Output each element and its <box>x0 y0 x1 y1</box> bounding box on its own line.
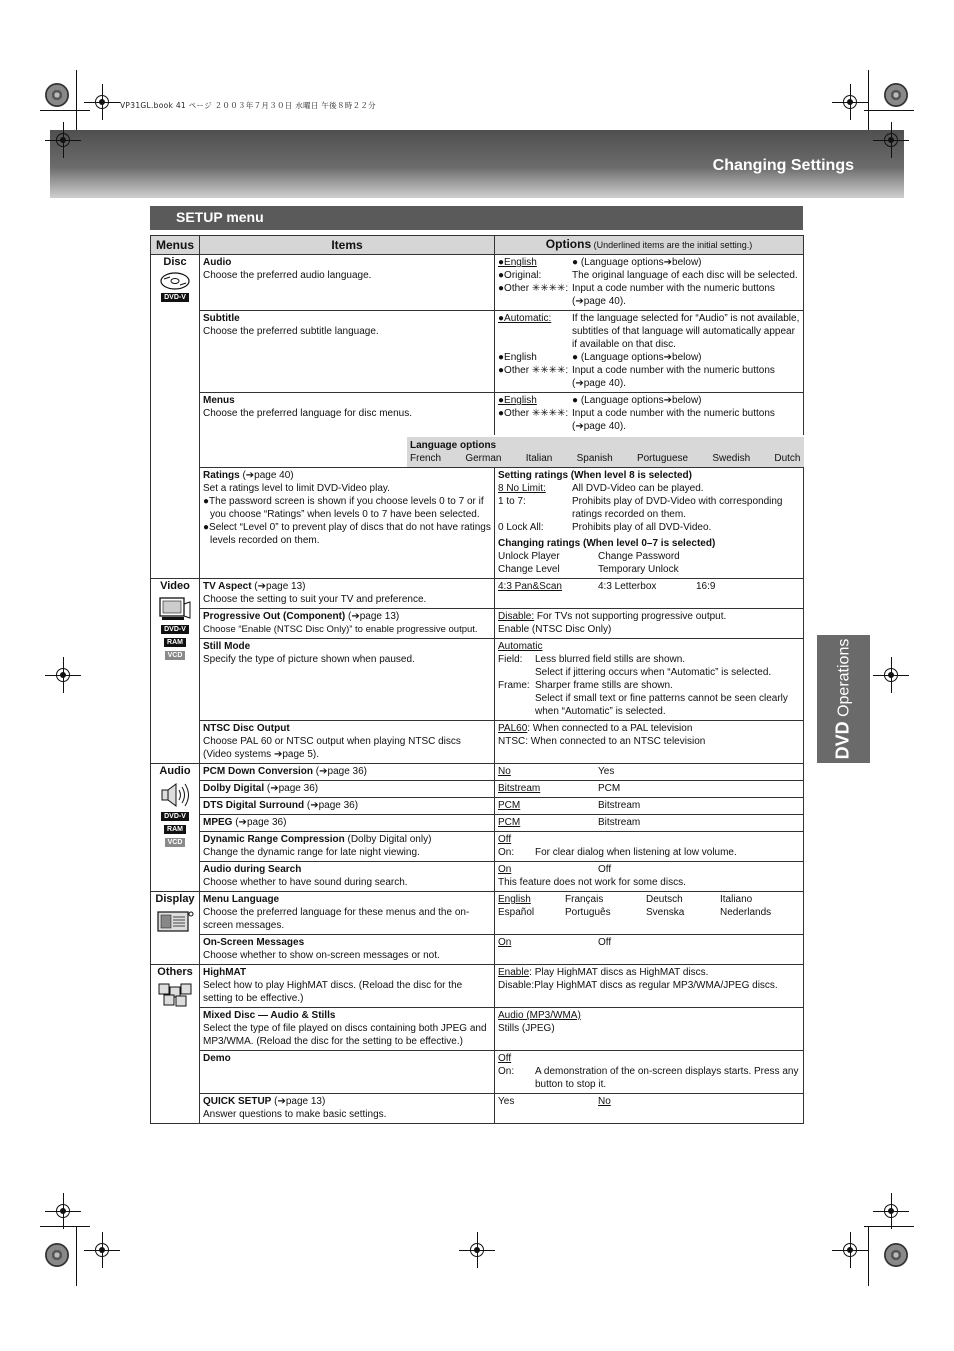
table-row <box>151 764 804 781</box>
options-audio: ●English ● (Language options➔below) ●Original: The original language of each disc will be selected. ●Other ✳✳✳✳: Input a code number with the numeric buttons (➔page 40). <box>495 255 804 311</box>
item-audio: Audio Choose the preferred audio language. <box>200 255 495 311</box>
table-row <box>151 579 804 609</box>
language-options-box: Language options French German Italian Spanish Portuguese Swedish Dutch <box>407 437 804 467</box>
item-still-mode: Still Mode Specify the type of picture shown when paused. <box>200 639 495 721</box>
options-quick-setup: Yes No <box>495 1094 804 1124</box>
item-demo: Demo <box>200 1051 495 1094</box>
crop-line <box>864 110 914 111</box>
options-drc: Off On: For clear dialog when listening at low volume. <box>495 832 804 862</box>
options-highmat: Enable: Play HighMAT discs as HighMAT discs. Disable:Play HighMAT discs as regular MP3/WMA/JPEG discs. <box>495 965 804 1008</box>
table-row <box>151 935 804 965</box>
registration-mark <box>873 657 909 693</box>
options-demo: Off On: A demonstration of the on-screen displays starts. Press any button to stop it. <box>495 1051 804 1094</box>
registration-mark <box>873 122 909 158</box>
table-row <box>151 311 804 393</box>
options-audio-search: On Off This feature does not work for some discs. <box>495 862 804 892</box>
item-highmat: HighMAT Select how to play HighMAT discs. (Reload the disc for the setting to be effective.) <box>200 965 495 1008</box>
item-dolby: Dolby Digital (➔page 36) <box>200 781 495 798</box>
registration-mark <box>459 1232 495 1268</box>
item-subtitle: Subtitle Choose the preferred subtitle language. <box>200 311 495 393</box>
options-dts: PCM Bitstream <box>495 798 804 815</box>
registration-disk <box>884 83 908 107</box>
badge-dvd-v: DVD-V <box>161 812 189 821</box>
options-menus: ●English ● (Language options➔below) ●Other ✳✳✳✳: Input a code number with the numeric buttons (➔page 40). <box>495 393 804 436</box>
registration-mark <box>45 657 81 693</box>
options-tv-aspect: 4:3 Pan&Scan 4:3 Letterbox 16:9 <box>495 579 804 609</box>
language-options-row <box>200 435 804 468</box>
table-row <box>151 435 804 468</box>
crop-line <box>76 1226 77 1286</box>
options-still-mode: Automatic Field: Less blurred field stills are shown. Select if jittering occurs when “Automatic” is selected. Frame: Sharper frame stills are shown. Select if small text or fine patterns cannot be seen clearly when “Automatic” is selected. <box>495 639 804 721</box>
badge-vcd: VCD <box>165 651 186 660</box>
table-row <box>151 1051 804 1094</box>
item-tv-aspect: TV Aspect (➔page 13) Choose the setting to suit your TV and preference. <box>200 579 495 609</box>
item-drc: Dynamic Range Compression (Dolby Digital only) Change the dynamic range for late night viewing. <box>200 832 495 862</box>
header-menus: Menus <box>151 236 200 255</box>
options-on-screen-messages: On Off <box>495 935 804 965</box>
item-audio-search: Audio during Search Choose whether to have sound during search. <box>200 862 495 892</box>
badge-dvd-v: DVD-V <box>161 625 189 634</box>
display-icon <box>156 909 194 933</box>
page-title: Changing Settings <box>712 157 854 174</box>
item-ntsc-output: NTSC Disc Output Choose PAL 60 or NTSC output when playing NTSC discs (Video systems ➔page 5). <box>200 721 495 764</box>
item-ratings: Ratings (➔page 40) Set a ratings level to limit DVD-Video play. ●The password screen is shown if you choose levels 0 to 7 or if you choose “Ratings” when levels 0 to 7 have been selected. ●Select “Level 0” to prevent play of discs that do not have ratings levels recorded on them. <box>200 468 495 579</box>
item-menus: Menus Choose the preferred language for disc menus. <box>200 393 495 436</box>
options-progressive: Disable: For TVs not supporting progressive output. Enable (NTSC Disc Only) <box>495 609 804 639</box>
registration-mark <box>832 84 868 120</box>
table-row <box>151 609 804 639</box>
options-subtitle: ●Automatic: If the language selected for “Audio” is not available, subtitles of that language will automatically appear if available on that disc. ●English ● (Language options➔below) ●Other ✳✳✳✳: Input a code number with the numeric buttons (➔page 40). <box>495 311 804 393</box>
item-quick-setup: QUICK SETUP (➔page 13) Answer questions to make basic settings. <box>200 1094 495 1124</box>
tv-icon <box>158 596 192 622</box>
menu-disc <box>151 255 200 579</box>
print-note: VP31GL.book 41 ページ ２００３年７月３０日 水曜日 午後８時２２分 <box>120 101 376 110</box>
speaker-icon <box>158 781 192 809</box>
options-ratings: Setting ratings (When level 8 is selected) 8 No Limit: All DVD-Video can be played. 1 to 7: Prohibits play of DVD-Video with corresponding ratings recorded on them. 0 Lock All: Prohibits play of all DVD-Video. Changing ratings (When level 0–7 is selected) Unlock Player Change Password Change Level Temporary Unlock <box>495 468 804 579</box>
registration-mark <box>84 1232 120 1268</box>
menu-label: Disc <box>163 256 187 268</box>
item-dts: DTS Digital Surround (➔page 36) <box>200 798 495 815</box>
table-row <box>151 721 804 764</box>
table-row <box>151 892 804 935</box>
item-mixed-disc: Mixed Disc — Audio & Stills Select the type of file played on discs containing both JPEG and MP3/WMA. (Reload the disc for the setting to be effective.) <box>200 1008 495 1051</box>
registration-mark <box>84 84 120 120</box>
table-row <box>151 862 804 892</box>
registration-mark <box>832 1232 868 1268</box>
menu-others: Others <box>151 965 200 1124</box>
registration-disk <box>45 83 69 107</box>
setup-menu-table <box>150 235 804 1124</box>
crop-line <box>864 1226 914 1227</box>
table-row <box>151 468 804 579</box>
registration-mark <box>873 1193 909 1229</box>
options-mpeg: PCM Bitstream <box>495 815 804 832</box>
registration-mark <box>45 1193 81 1229</box>
table-row <box>151 255 804 311</box>
options-ntsc-output: PAL60: When connected to a PAL television NTSC: When connected to an NTSC television <box>495 721 804 764</box>
table-row <box>151 815 804 832</box>
badge-ram: RAM <box>164 825 186 834</box>
badge-ram: RAM <box>164 638 186 647</box>
item-on-screen-messages: On-Screen Messages Choose whether to show on-screen messages or not. <box>200 935 495 965</box>
table-row <box>151 965 804 1008</box>
item-pcm-down: PCM Down Conversion (➔page 36) <box>200 764 495 781</box>
badge-vcd: VCD <box>165 838 186 847</box>
table-row <box>151 832 804 862</box>
badge-dvd-v: DVD-V <box>161 293 189 302</box>
table-header-row <box>151 236 804 255</box>
table-row <box>151 639 804 721</box>
item-mpeg: MPEG (➔page 36) <box>200 815 495 832</box>
registration-disk <box>45 1243 69 1267</box>
options-mixed-disc: Audio (MP3/WMA) Stills (JPEG) <box>495 1008 804 1051</box>
registration-disk <box>884 1243 908 1267</box>
section-title: SETUP menu <box>176 209 264 225</box>
crop-line <box>40 1226 90 1227</box>
header-items: Items <box>200 236 495 255</box>
menu-display: Display <box>151 892 200 965</box>
item-progressive: Progressive Out (Component) (➔page 13) Choose “Enable (NTSC Disc Only)” to enable progressive output. <box>200 609 495 639</box>
menu-audio: Audio DVD-V RAM VCD <box>151 764 200 892</box>
item-menu-language: Menu Language Choose the preferred language for these menus and the on-screen messages. <box>200 892 495 935</box>
table-row <box>151 798 804 815</box>
options-dolby: Bitstream PCM <box>495 781 804 798</box>
crop-line <box>868 1226 869 1286</box>
table-row <box>151 1094 804 1124</box>
options-pcm-down: No Yes <box>495 764 804 781</box>
crop-line <box>868 70 869 130</box>
options-menu-language: English Français Deutsch Italiano Español Português Svenska Nederlands <box>495 892 804 935</box>
menu-video: Video DVD-V RAM VCD <box>151 579 200 764</box>
others-icon <box>157 982 193 1008</box>
header-options: Options (Underlined items are the initial setting.) <box>495 236 804 255</box>
disc-icon <box>160 272 190 290</box>
side-tab-label: DVD Operations <box>832 638 853 760</box>
table-row <box>151 781 804 798</box>
table-row <box>151 1008 804 1051</box>
crop-line <box>76 70 77 130</box>
table-row <box>151 393 804 436</box>
crop-line <box>40 110 90 111</box>
